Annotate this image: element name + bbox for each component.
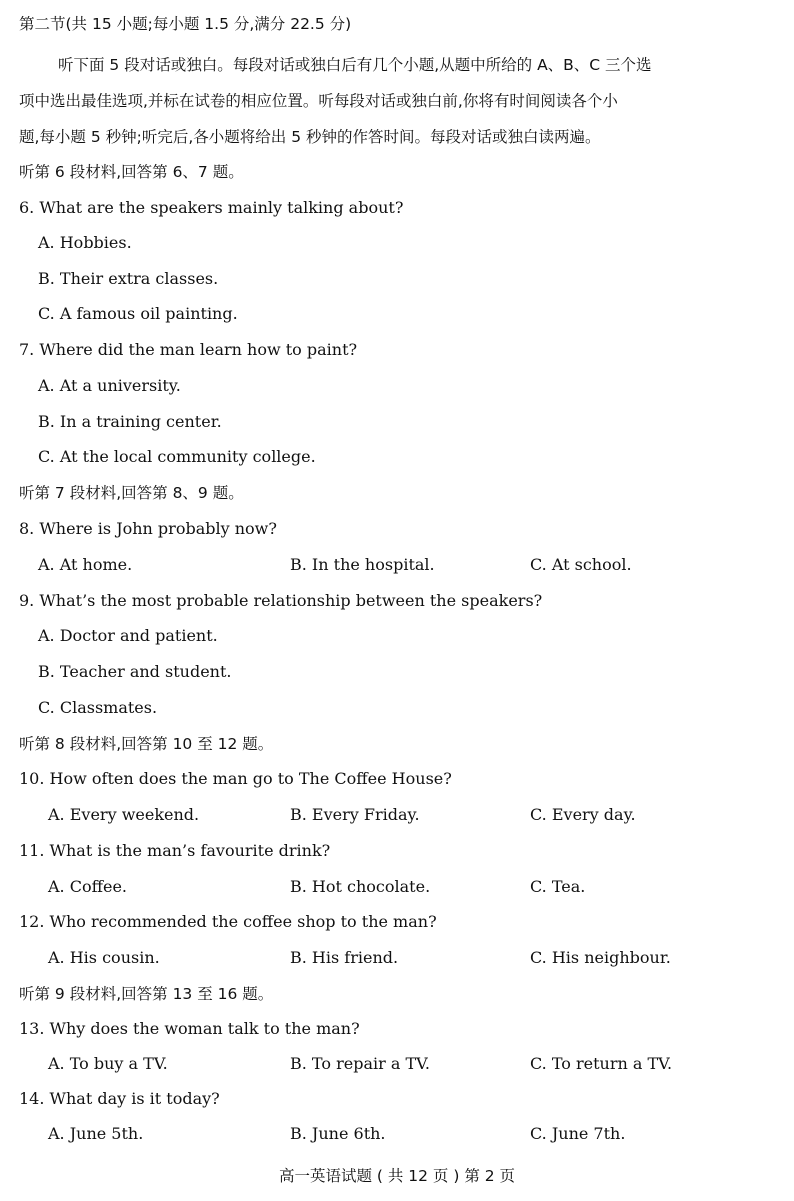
question-10-option-b: B. Every Friday. bbox=[290, 805, 420, 824]
question-7-option-c: C. At the local community college. bbox=[38, 447, 316, 466]
question-14-option-a: A. June 5th. bbox=[48, 1124, 144, 1143]
question-7-option-a: A. At a university. bbox=[38, 376, 181, 395]
question-12-option-c: C. His neighbour. bbox=[530, 948, 671, 967]
question-12-option-a: A. His cousin. bbox=[48, 948, 160, 967]
question-13-option-b: B. To repair a TV. bbox=[290, 1054, 430, 1073]
question-14-stem: 14. What day is it today? bbox=[19, 1089, 220, 1108]
question-6-option-b: B. Their extra classes. bbox=[38, 269, 219, 288]
question-9-option-b: B. Teacher and student. bbox=[38, 662, 232, 681]
question-10-stem: 10. How often does the man go to The Coffee House? bbox=[19, 769, 452, 788]
section-header: 第二节(共 15 小题;每小题 1.5 分,满分 22.5 分) bbox=[19, 15, 352, 33]
question-9-option-c: C. Classmates. bbox=[38, 698, 158, 717]
question-12-option-b: B. His friend. bbox=[290, 948, 399, 967]
question-13-stem: 13. Why does the woman talk to the man? bbox=[19, 1019, 360, 1038]
question-13-option-a: A. To buy a TV. bbox=[48, 1054, 168, 1073]
question-11-option-a: A. Coffee. bbox=[48, 877, 127, 896]
question-7-stem: 7. Where did the man learn how to paint? bbox=[19, 340, 358, 359]
question-6-option-a: A. Hobbies. bbox=[38, 233, 132, 252]
question-6-stem: 6. What are the speakers mainly talking about? bbox=[19, 198, 404, 217]
question-8-option-a: A. At home. bbox=[38, 555, 133, 574]
question-8-option-c: C. At school. bbox=[530, 555, 632, 574]
question-11-option-c: C. Tea. bbox=[530, 877, 586, 896]
question-9-option-a: A. Doctor and patient. bbox=[38, 626, 218, 645]
question-12-stem: 12. Who recommended the coffee shop to the man? bbox=[19, 912, 437, 931]
question-6-option-c: C. A famous oil painting. bbox=[38, 304, 238, 323]
material-6-heading: 听第 6 段材料,回答第 6、7 题。 bbox=[19, 163, 244, 181]
question-14-option-b: B. June 6th. bbox=[290, 1124, 386, 1143]
instructions-line-1: 听下面 5 段对话或独白。每段对话或独白后有几个小题,从题中所给的 A、B、C 三个选 bbox=[58, 56, 652, 74]
question-11-stem: 11. What is the man’s favourite drink? bbox=[19, 841, 331, 860]
instructions-line-2: 项中选出最佳选项,并标在试卷的相应位置。听每段对话或独白前,你将有时间阅读各个小 bbox=[19, 92, 618, 110]
material-7-heading: 听第 7 段材料,回答第 8、9 题。 bbox=[19, 484, 244, 502]
question-13-option-c: C. To return a TV. bbox=[530, 1054, 673, 1073]
material-8-heading: 听第 8 段材料,回答第 10 至 12 题。 bbox=[19, 735, 274, 753]
question-8-stem: 8. Where is John probably now? bbox=[19, 519, 277, 538]
page-footer: 高一英语试题 ( 共 12 页 ) 第 2 页 bbox=[278, 1167, 516, 1185]
question-7-option-b: B. In a training center. bbox=[38, 412, 222, 431]
question-8-option-b: B. In the hospital. bbox=[290, 555, 435, 574]
material-9-heading: 听第 9 段材料,回答第 13 至 16 题。 bbox=[19, 985, 274, 1003]
question-11-option-b: B. Hot chocolate. bbox=[290, 877, 431, 896]
question-14-option-c: C. June 7th. bbox=[530, 1124, 626, 1143]
instructions-line-3: 题,每小题 5 秒钟;听完后,各小题将给出 5 秒钟的作答时间。每段对话或独白读两遍。 bbox=[19, 128, 601, 146]
question-10-option-a: A. Every weekend. bbox=[48, 805, 200, 824]
question-9-stem: 9. What’s the most probable relationship between the speakers? bbox=[19, 591, 543, 610]
question-10-option-c: C. Every day. bbox=[530, 805, 636, 824]
